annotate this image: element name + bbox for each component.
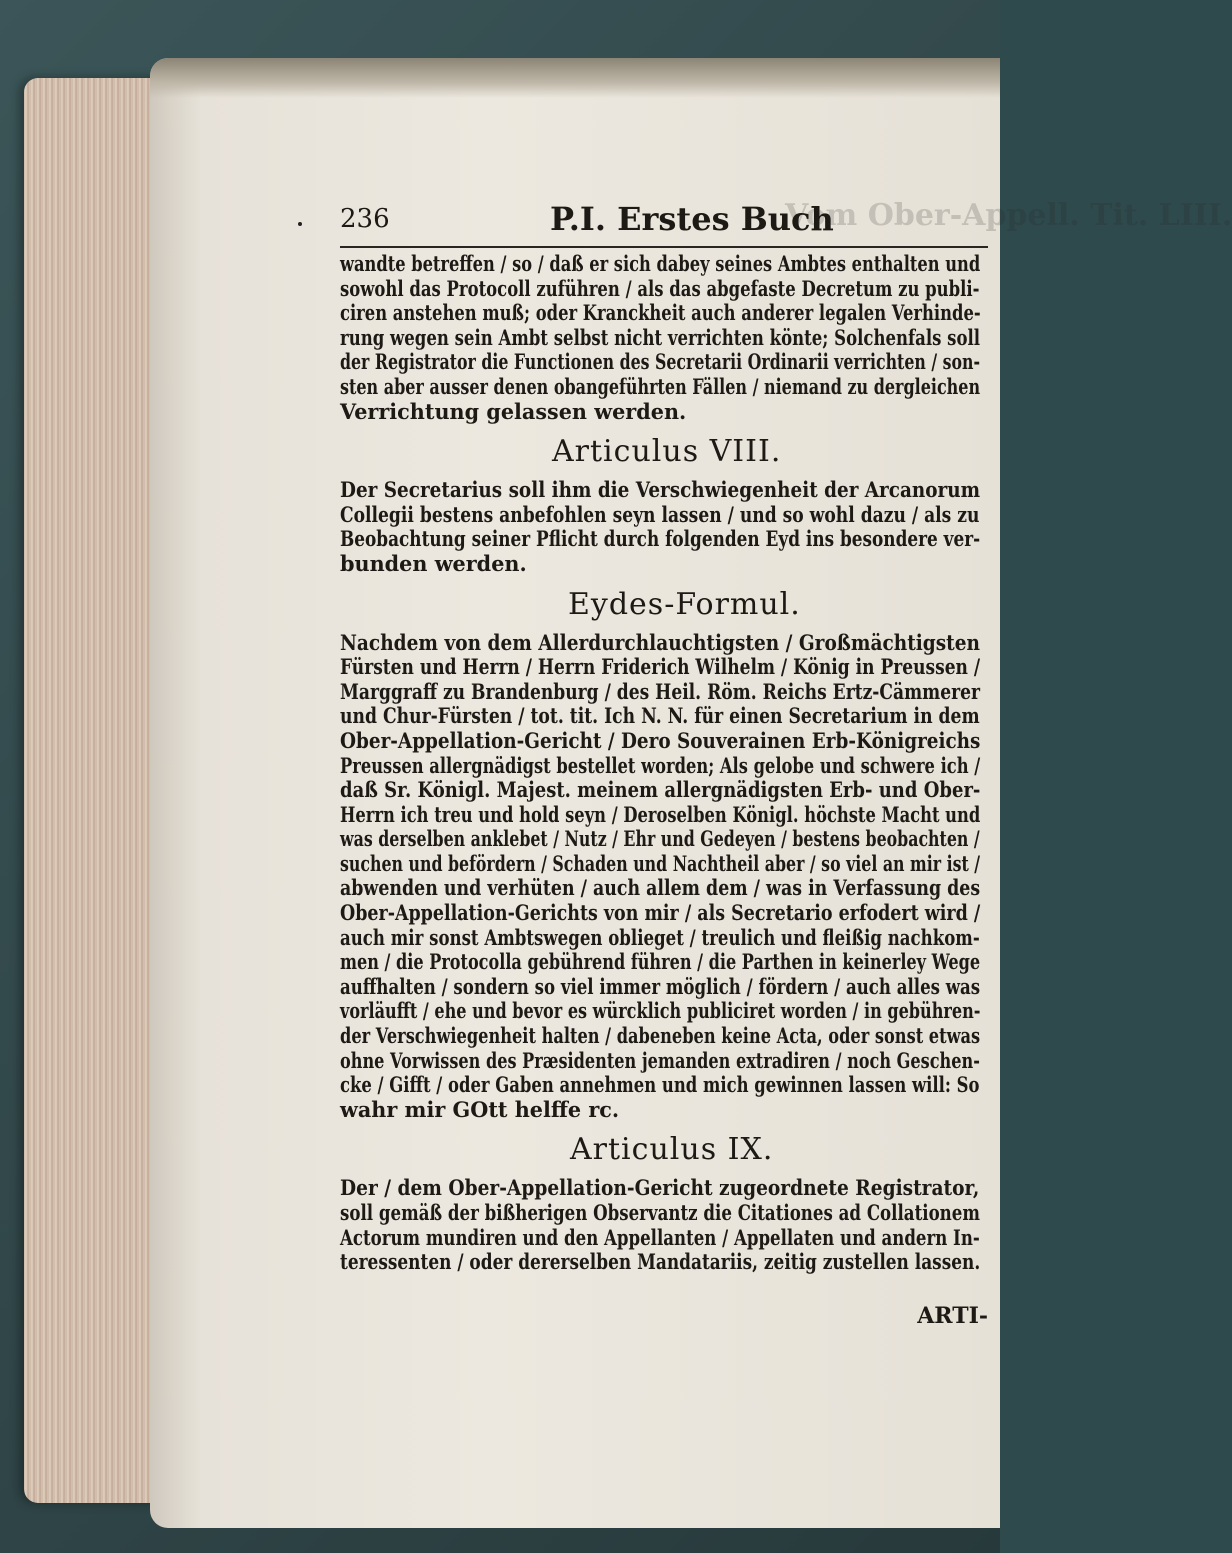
text-line: cke / Gifft / oder Gaben annehmen und mich gewinnen lassen will: So xyxy=(340,1072,980,1098)
text-line: Fürsten und Herrn / Herrn Friderich Wilhelm / König in Preussen / xyxy=(340,654,981,680)
text-line: Marggraff zu Brandenburg / des Heil. Röm. Reichs Ertz-Cämmerer xyxy=(340,678,981,704)
text-line: Beobachtung seiner Pflicht durch folgenden Eyd ins besondere ver- xyxy=(340,526,981,552)
article-heading: Articulus VIII. xyxy=(552,434,782,470)
text-line: daß Sr. Königl. Majest. meinem allergnädigsten Erb- und Ober- xyxy=(340,777,981,803)
text-line: rung wegen sein Ambt selbst nicht verrichten könte; Solchenfals soll xyxy=(340,324,981,350)
text-line: der Registrator die Functionen des Secretarii Ordinarii verrichten / son- xyxy=(340,349,981,375)
intro-paragraph xyxy=(340,252,988,424)
text-line: ciren anstehen muß; oder Kranckheit auch anderer legalen Verhinde- xyxy=(340,300,981,326)
text-line: soll gemäß der bißherigen Observantz die Citationes ad Collationem xyxy=(340,1200,980,1225)
text-line: der Verschwiegenheit halten / dabeneben keine Acta, oder sonst etwas xyxy=(340,1023,981,1049)
text-line: was derselben anklebet / Nutz / Ehr und Gedeyen / bestens beobachten / xyxy=(340,826,980,852)
text-line: Actorum mundiren und den Appellanten / Appellaten und andern In- xyxy=(340,1224,980,1250)
text-line: Herrn ich treu und hold seyn / Deroselben Königl. höchste Macht und xyxy=(340,801,981,827)
text-line: bunden werden. xyxy=(340,550,527,576)
text-line: Ober-Appellation-Gerichts von mir / als Secretario erfodert wird / xyxy=(340,900,981,926)
text-line: wahr mir GOtt helffe rc. xyxy=(340,1096,620,1122)
text-line: Preussen allergnädigst bestellet worden; Als gelobe und schwere ich / xyxy=(340,752,981,778)
text-line: Verrichtung gelassen werden. xyxy=(340,398,687,424)
article-9-paragraph xyxy=(340,1176,988,1274)
text-line: men / die Protocolla gebührend führen / die Parthen in keinerley Wege xyxy=(340,949,981,975)
text-column xyxy=(340,196,1232,1275)
text-line: und Chur-Fürsten / tot. tit. Ich N. N. für einen Secretarium in dem xyxy=(340,703,980,729)
catchword: ARTI- xyxy=(917,1303,988,1329)
text-line: suchen und befördern / Schaden und Nachtheil aber / so viel an mir ist / xyxy=(340,850,981,876)
article-8-paragraph xyxy=(340,478,988,576)
page-header xyxy=(340,196,1232,248)
running-title: P.I. Erstes Buch xyxy=(550,200,834,238)
text-line: wandte betreffen / so / daß er sich dabey seines Ambtes enthalten und xyxy=(340,251,981,276)
ink-mark xyxy=(298,222,302,226)
text-line: teressenten / oder dererselben Mandatariis, zeitig zustellen lassen. xyxy=(340,1249,981,1275)
formula-heading: Eydes-Formul. xyxy=(568,586,801,622)
text-line: Ober-Appellation-Gericht / Dero Souverainen Erb-Königreichs xyxy=(340,727,981,753)
text-line: sowohl das Protocoll zuführen / als das abgefaste Decretum zu publi- xyxy=(340,275,980,301)
article-heading: Articulus IX. xyxy=(570,1132,774,1168)
oath-formula-paragraph xyxy=(340,631,988,1123)
text-line: ohne Vorwissen des Præsidenten jemanden extradiren / noch Geschen- xyxy=(340,1047,980,1073)
text-line: auffhalten / sondern so viel immer möglich / fördern / auch alles was xyxy=(340,973,981,999)
text-line: Collegii bestens anbefohlen seyn lassen / und so wohl dazu / als zu xyxy=(340,501,980,527)
text-line: Der Secretarius soll ihm die Verschwiegenheit der Arcanorum xyxy=(340,477,981,503)
text-line: auch mir sonst Ambtswegen oblieget / treulich und fleißig nachkom- xyxy=(340,924,980,950)
page-number: 236 xyxy=(340,204,390,234)
text-line: Der / dem Ober-Appellation-Gericht zugeordnete Registrator, xyxy=(340,1175,980,1201)
text-line: abwenden und verhüten / auch allem dem / was in Verfassung des xyxy=(340,875,981,901)
bleed-through-text: Vom Ober-Appell. Tit. LIII. xyxy=(785,198,1232,233)
text-line: sten aber ausser denen obangeführten Fällen / niemand zu dergleichen xyxy=(340,373,981,399)
page-shadow xyxy=(150,58,1000,98)
text-line: Nachdem von dem Allerdurchlauchtigsten / Großmächtigsten xyxy=(340,629,980,655)
text-line: vorläufft / ehe und bevor es würcklich publiciret worden / in gebühren- xyxy=(340,998,981,1024)
